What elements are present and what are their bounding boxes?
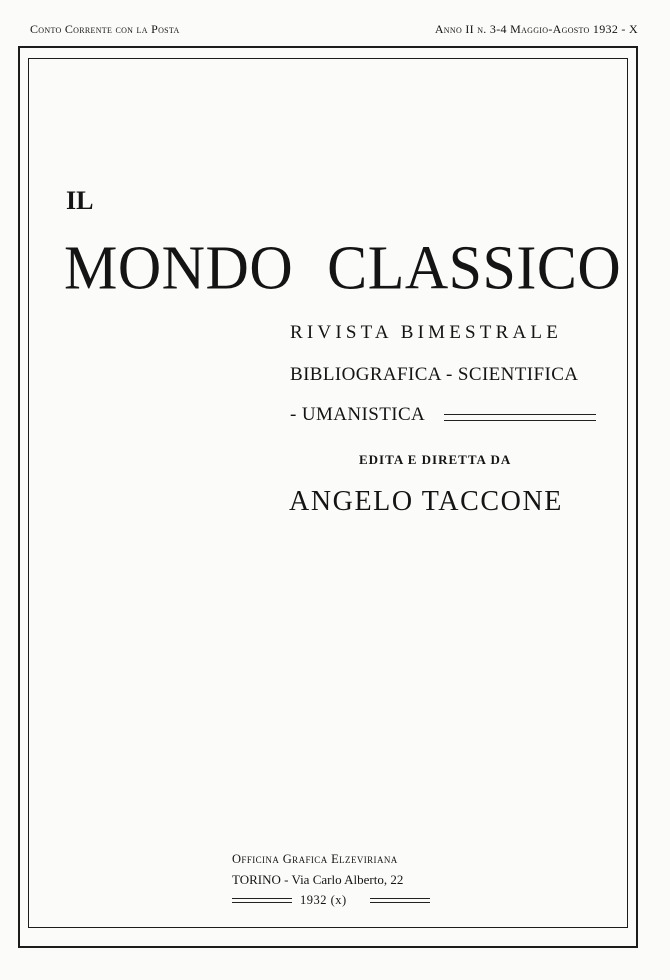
editor-name: ANGELO TACCONE xyxy=(289,486,563,517)
title-word-mondo: MONDO xyxy=(64,233,294,303)
subtitle-line-2: BIBLIOGRAFICA - SCIENTIFICA xyxy=(290,364,579,385)
edited-by-label: EDITA E DIRETTA DA xyxy=(359,452,512,467)
publisher-name: Officina Grafica Elzeviriana xyxy=(232,852,398,866)
title-article: IL xyxy=(66,186,94,215)
double-rule-year-left xyxy=(232,898,292,903)
double-rule-subtitle xyxy=(444,414,596,421)
header-postal-note: Conto Corrente con la Posta xyxy=(30,22,180,36)
publication-year: 1932 (x) xyxy=(300,893,347,907)
subtitle-line-3: - UMANISTICA xyxy=(290,404,426,425)
header-issue-info: Anno II n. 3-4 Maggio-Agosto 1932 - X xyxy=(434,22,638,36)
subtitle-line-1: RIVISTA BIMESTRALE xyxy=(290,322,563,343)
double-rule-year-right xyxy=(370,898,430,903)
journal-title xyxy=(64,232,621,304)
title-word-classico: CLASSICO xyxy=(327,233,622,303)
publisher-address: TORINO - Via Carlo Alberto, 22 xyxy=(232,872,404,887)
